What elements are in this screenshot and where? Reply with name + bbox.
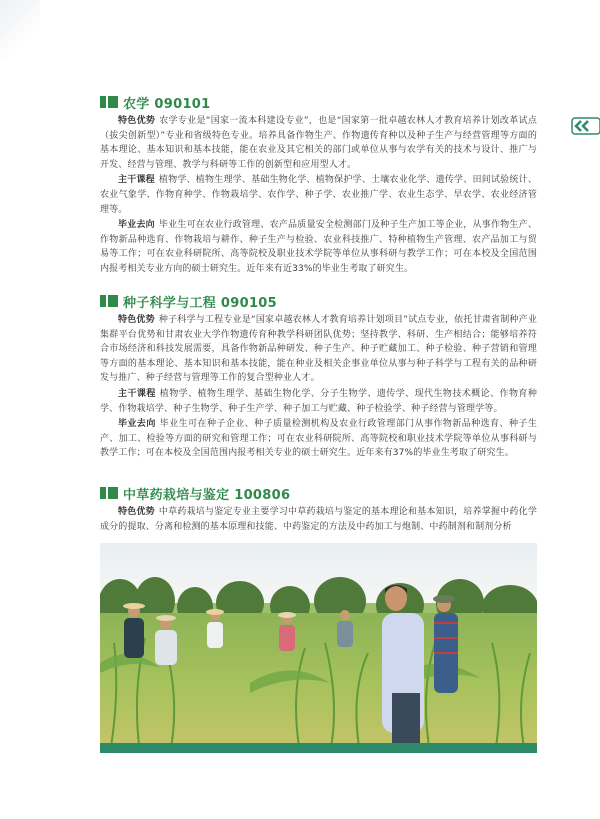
section-herbal-medicine: [100, 483, 537, 534]
section-title: 农学 090101: [123, 96, 211, 112]
paragraph-features: 特色优势 农学专业是“国家一流本科建设专业”，也是“国家第一批卓越农林人才教育培养计划改革试点（拔尖创新型）”专业和省级特色专业。培养具备作物生产、作物遗传育种以及种子生产与经营管理等方面的基本理论、基本知识和基本技能，能在农业及其它相关的部门或单位从事与农学有关的技术与设计、推广与开发、经营与管理、教学与科研等工作的创新型和应用型人才。: [100, 116, 537, 170]
double-chevron-left-icon: [566, 117, 600, 135]
section-title: 中草药栽培与鉴定 100806: [123, 487, 291, 503]
paragraph-careers: 毕业去向 毕业生可在种子企业、种子质量检测机构及农业行政管理部门从事作物新品种选育、种子生产、加工、检验等方面的研究和管理工作；可在农业科研院所、高等院校和职业技术学院等单位从事科研与教学工作；可在本校及全国范围内报考相关专业的硕士研究生。近年来有37%的毕业生考取了研究生。: [100, 419, 537, 459]
field-photo: [100, 543, 537, 753]
square-bullet-icon: [100, 487, 118, 499]
paragraph-courses: 主干课程 植物学、植物生理学、基础生物化学、分子生物学、遗传学、现代生物技术概论、作物育种学、作物栽培学、种子生物学、种子生产学、种子加工与贮藏、种子检验学、种子经营与管理学等。: [100, 388, 537, 414]
paragraph-courses: 主干课程 植物学、植物生理学、基础生物化学、植物保护学、土壤农业化学、遗传学、田间试验统计、农业气象学、作物育种学、作物栽培学、农作学、种子学、农业推广学、农业生态学、旱农学、农业经济管理等。: [100, 175, 537, 215]
paragraph-features: 特色优势 种子科学与工程专业是“国家卓越农林人才教育培养计划项目”试点专业，依托甘肃省制种产业集群平台优势和甘肃农业大学作物遗传育种教学科研团队优势；坚持教学、科研、生产相结合；能够培养符合市场经济和科技发展需要，具备作物新品种研发、种子生产、种子贮藏加工、种子检验、种子营销和管理等方面的基本理论、基本知识和基本技能，能在种业及相关企事业单位从事与种子科学与工程有关的品种研发与推广、种子经营与管理等工作的复合型种业人才。: [100, 315, 537, 384]
section-agronomy: [100, 92, 537, 277]
square-bullet-icon: [100, 96, 118, 108]
section-heading: [100, 92, 537, 112]
section-heading: [100, 483, 537, 503]
page-corner-shade: [0, 0, 40, 60]
paragraph-features: 特色优势 中草药栽培与鉴定专业主要学习中草药栽培与鉴定的基本理论和基本知识，培养掌握中药化学成分的提取、分离和检测的基本原理和技能、中药鉴定的方法及中药加工与炮制、中药制剂和制剂分析: [100, 507, 537, 532]
paragraph-careers: 毕业去向 毕业生可在农业行政管理、农产品质量安全检测部门及种子生产加工等企业，从事作物生产、作物新品种选育、作物栽培与耕作、种子生产与检验、农业科技推广、特种植物生产管理、农产品加工与贸易等工作；可在农业科研院所、高等院校及职业技术学院等单位从事科研与教学工作；可在本校及全国范围内报考相关专业方向的硕士研究生。近年来有近33%的毕业生考取了研究生。: [100, 220, 537, 274]
section-heading: [100, 291, 537, 311]
section-title: 种子科学与工程 090105: [123, 295, 277, 311]
square-bullet-icon: [100, 295, 118, 307]
farmers-in-corn-field-illustration: [100, 543, 537, 753]
photo-bottom-bar: [100, 743, 537, 753]
section-seed-science: [100, 291, 537, 461]
